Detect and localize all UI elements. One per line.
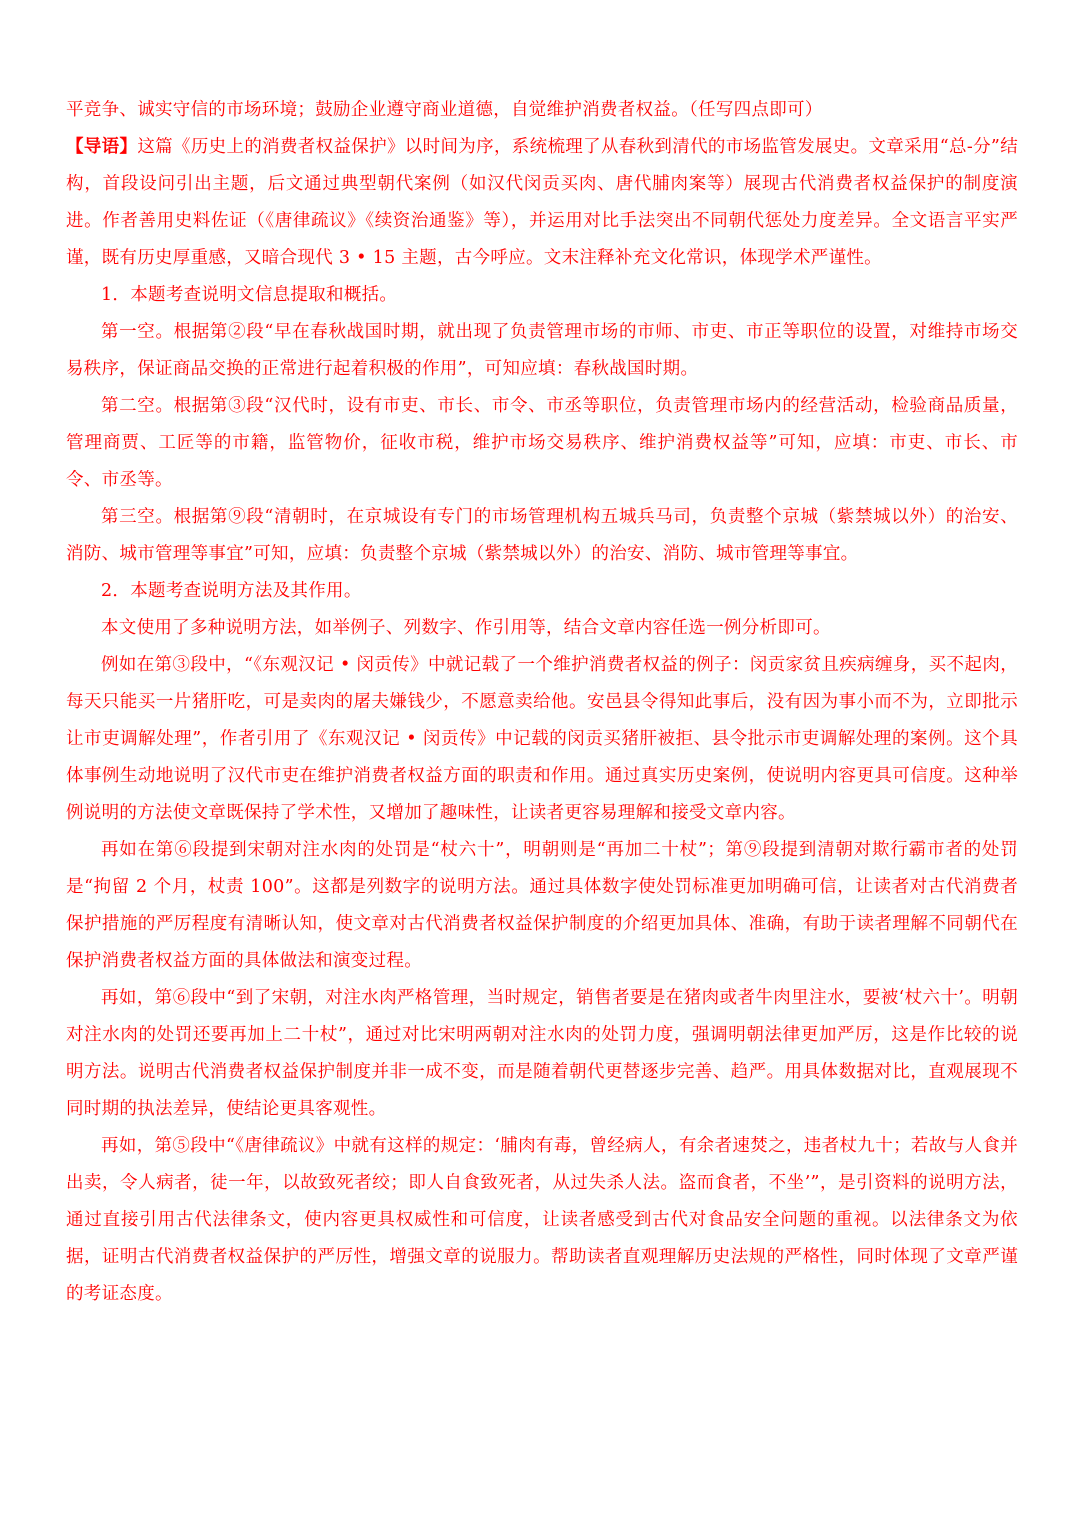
guide-label: 【导语】 [66, 137, 138, 157]
document-page [66, 92, 1018, 1313]
paragraph-guide [66, 129, 1018, 277]
paragraph-continuation: 平竞争、诚实守信的市场环境；鼓励企业遵守商业道德，自觉维护消费者权益。（任写四点即可） [66, 100, 823, 120]
paragraph-blank-1: 第一空。根据第②段“早在春秋战国时期，就出现了负责管理市场的市师、市吏、市正等职位的设置，对维持市场交易秩序，保证商品交换的正常进行起着积极的作用”，可知应填：春秋战国时期。 [66, 322, 1018, 379]
paragraph-comparison: 再如，第⑥段中“到了宋朝，对注水肉严格管理，当时规定，销售者要是在猪肉或者牛肉里注水，要被‘杖六十’。明朝对注水肉的处罚还要再加上二十杖”，通过对比宋明两朝对注水肉的处罚力度，强调明朝法律更加严厉，这是作比较的说明方法。说明古代消费者权益保护制度并非一成不变，而是随着朝代更替逐步完善、趋严。用具体数据对比，直观展现不同时期的执法差异，使结论更具客观性。 [66, 988, 1018, 1119]
paragraph-blank-3: 第三空。根据第⑨段“清朝时，在京城设有专门的市场管理机构五城兵马司，负责整个京城（紫禁城以外）的治安、消防、城市管理等事宜”可知，应填：负责整个京城（紫禁城以外）的治安、消防、城市管理等事宜。 [66, 507, 1018, 564]
paragraph-blank-2: 第二空。根据第③段“汉代时，设有市吏、市长、市令、市丞等职位，负责管理市场内的经营活动，检验商品质量，管理商贾、工匠等的市籍，监管物价，征收市税，维护市场交易秩序、维护消费权益等”可知，应填：市吏、市长、市令、市丞等。 [66, 396, 1018, 490]
paragraph-citation: 再如，第⑤段中“《唐律疏议》中就有这样的规定：‘脯肉有毒，曾经病人，有余者速焚之，违者杖九十；若故与人食并出卖，令人病者，徒一年，以故致死者绞；即人自食致死者，从过失杀人法。盗而食者，不坐’”，是引资料的说明方法，通过直接引用古代法律条文，使内容更具权威性和可信度，让读者感受到古代对食品安全问题的重视。以法律条文为依据，证明古代消费者权益保护的严厉性，增强文章的说服力。帮助读者直观理解历史法规的严格性，同时体现了文章严谨的考证态度。 [66, 1136, 1018, 1304]
paragraph-question-1: 1．本题考查说明文信息提取和概括。 [101, 285, 398, 305]
paragraph-methods-intro: 本文使用了多种说明方法，如举例子、列数字、作引用等，结合文章内容任选一例分析即可。 [101, 618, 831, 638]
paragraph-numbers: 再如在第⑥段提到宋朝对注水肉的处罚是“杖六十”，明朝则是“再加二十杖”；第⑨段提到清朝对欺行霸市者的处罚是“拘留 2 个月，杖责 100”。这都是列数字的说明方法。通过具体数字使处罚标准更加明确可信，让读者对古代消费者保护措施的严厉程度有清晰认知，使文章对古代消费者权益保护制度的介绍更加具体、准确，有助于读者理解不同朝代在保护消费者权益方面的具体做法和演变过程。 [66, 840, 1018, 971]
guide-text: 这篇《历史上的消费者权益保护》以时间为序，系统梳理了从春秋到清代的市场监管发展史。文章采用“总-分”结构，首段设问引出主题，后文通过典型朝代案例（如汉代闵贡买肉、唐代脯肉案等）展现古代消费者权益保护的制度演进。作者善用史料佐证（《唐律疏议》《续资治通鉴》等），并运用对比手法突出不同朝代惩处力度差异。全文语言平实严谨，既有历史厚重感，又暗合现代 3 • 15 主题，古今呼应。文末注释补充文化常识，体现学术严谨性。 [66, 137, 1018, 268]
paragraph-example: 例如在第③段中，“《东观汉记 • 闵贡传》中就记载了一个维护消费者权益的例子：闵贡家贫且疾病缠身，买不起肉，每天只能买一片猪肝吃，可是卖肉的屠夫嫌钱少，不愿意卖给他。安邑县令得知此事后，没有因为事小而不为，立即批示让市吏调解处理”，作者引用了《东观汉记 • 闵贡传》中记载的闵贡买猪肝被拒、县令批示市吏调解处理的案例。这个具体事例生动地说明了汉代市吏在维护消费者权益方面的职责和作用。通过真实历史案例，使说明内容更具可信度。这种举例说明的方法使文章既保持了学术性，又增加了趣味性，让读者更容易理解和接受文章内容。 [66, 655, 1018, 823]
paragraph-question-2: 2．本题考查说明方法及其作用。 [101, 581, 362, 601]
